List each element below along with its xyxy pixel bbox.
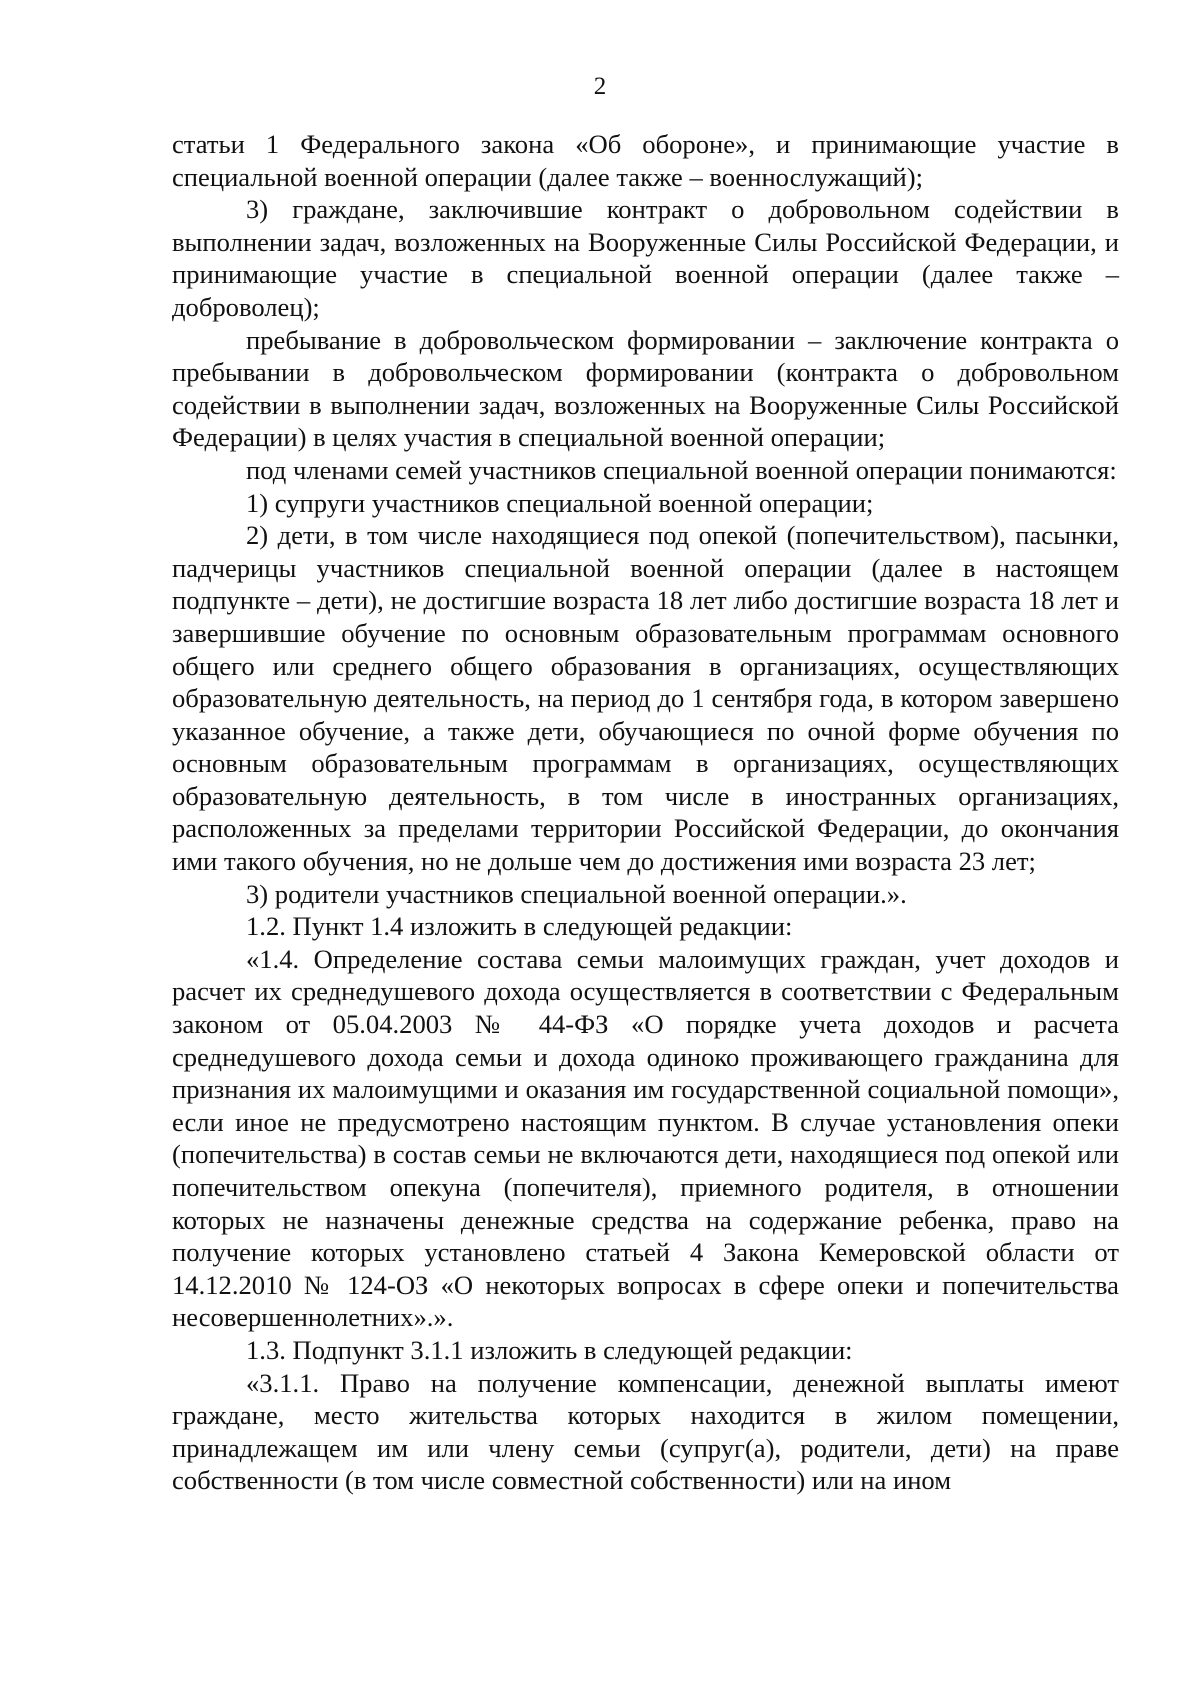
paragraph: 3) граждане, заключившие контракт о добровольном содействии в выполнении задач, возложенных на Вооруженные Силы Российской Федерации, и принимающие участие в специальной военной операции (далее также – доброволец); — [172, 194, 1119, 322]
paragraph: статьи 1 Федерального закона «Об обороне», и принимающие участие в специальной военной операции (далее также – военнослужащий); — [172, 129, 1119, 192]
paragraph: 1) супруги участников специальной военной операции; — [246, 487, 874, 518]
paragraph: 2) дети, в том числе находящиеся под опекой (попечительством), пасынки, падчерицы участников специальной военной операции (далее в настоящем подпункте – дети), не достигшие возраста 18 лет либо достигшие возраста 18 лет и завершившие обучение по основным образовательным программам основного общего или среднего общего образования в организациях, осуществляющих образовательную деятельность, на период до 1 сентября года, в котором завершено указанное обучение, а также дети, обучающиеся по очной форме обучения по основным образовательным программам в организациях, осуществляющих образовательную деятельность, в том числе в иностранных организациях, расположенных за пределами территории Российской Федерации, до окончания ими такого обучения, но не дольше чем до достижения ими возраста 23 лет; — [172, 520, 1119, 877]
paragraph: под членами семей участников специальной военной операции понимаются: — [246, 454, 1117, 485]
paragraph: 3) родители участников специальной военной операции.». — [246, 878, 907, 909]
paragraph: «1.4. Определение состава семьи малоимущих граждан, учет доходов и расчет их среднедушевого дохода осуществляется в соответствии с Федеральным законом от 05.04.2003 № 44-ФЗ «О порядке учета доходов и расчета среднедушевого дохода семьи и дохода одиноко проживающего гражданина для признания их малоимущими и оказания им государственной социальной помощи», если иное не предусмотрено настоящим пунктом. В случае установления опеки (попечительства) в состав семьи не включаются дети, находящиеся под опекой или попечительством опекуна (попечителя), приемного родителя, в отношении которых не назначены денежные средства на содержание ребенка, право на получение которых установлено статьей 4 Закона Кемеровской области от 14.12.2010 № 124-ОЗ «О некоторых вопросах в сфере опеки и попечительства несовершеннолетних».». — [172, 943, 1119, 1333]
page-number: 2 — [593, 73, 607, 100]
paragraph: пребывание в добровольческом формировании – заключение контракта о пребывании в добровольческом формировании (контракта о добровольном содействии в выполнении задач, возложенных на Вооруженные Силы Российской Федерации) в целях участия в специальной военной операции; — [172, 324, 1119, 453]
paragraph: «3.1.1. Право на получение компенсации, денежной выплаты имеют граждане, место жительства которых находится в жилом помещении, принадлежащем им или члену семьи (супруг(а), родители, дети) на праве собственности (в том числе совместной собственности) или на ином — [172, 1367, 1119, 1496]
paragraph: 1.2. Пункт 1.4 изложить в следующей редакции: — [246, 911, 793, 942]
paragraph: 1.3. Подпункт 3.1.1 изложить в следующей редакции: — [246, 1334, 853, 1365]
document-body — [172, 128, 1119, 1497]
